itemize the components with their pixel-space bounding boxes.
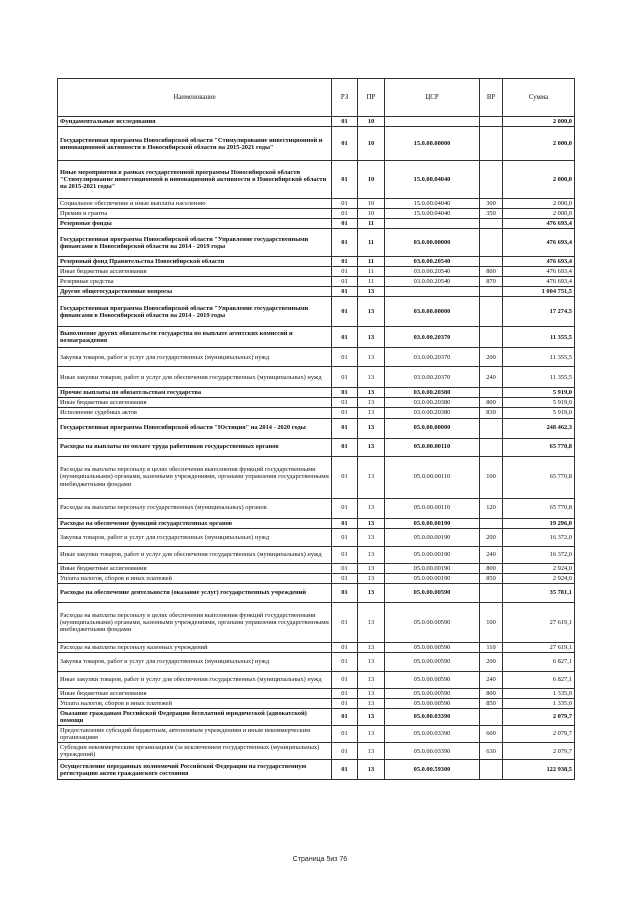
cell-csr: 05.0.00.00110 [385, 498, 480, 518]
cell-rz: 01 [332, 498, 358, 518]
cell-rz: 01 [332, 652, 358, 671]
cell-pr: 13 [358, 652, 385, 671]
cell-vr [480, 518, 503, 528]
cell-sum: 27 619,1 [503, 602, 575, 642]
cell-rz: 01 [332, 199, 358, 209]
cell-rz: 01 [332, 348, 358, 367]
cell-csr: 05.0.00.00590 [385, 698, 480, 708]
cell-vr [480, 297, 503, 327]
table-row [58, 297, 575, 327]
cell-vr: 800 [480, 398, 503, 408]
table-row [58, 498, 575, 518]
cell-name: Иные бюджетные ассигнования [58, 688, 332, 698]
cell-sum: 16 372,0 [503, 546, 575, 563]
cell-csr: 05.0.00.00190 [385, 563, 480, 573]
cell-rz: 01 [332, 388, 358, 398]
cell-pr: 13 [358, 398, 385, 408]
cell-name: Расходы на обеспечение функций государственных органов [58, 518, 332, 528]
cell-pr: 13 [358, 518, 385, 528]
cell-rz: 01 [332, 583, 358, 602]
cell-pr: 10 [358, 209, 385, 219]
table-row [58, 257, 575, 267]
cell-vr [480, 257, 503, 267]
table-row [58, 161, 575, 199]
cell-sum: 11 355,5 [503, 348, 575, 367]
cell-pr: 13 [358, 708, 385, 725]
cell-rz: 01 [332, 408, 358, 418]
header-name: Наименование [58, 79, 332, 117]
cell-pr: 13 [358, 348, 385, 367]
cell-vr: 800 [480, 688, 503, 698]
cell-pr: 13 [358, 528, 385, 546]
cell-pr: 13 [358, 563, 385, 573]
cell-sum: 2 000,0 [503, 161, 575, 199]
cell-rz: 01 [332, 117, 358, 127]
cell-csr: 03.0.00.20380 [385, 398, 480, 408]
cell-sum: 6 827,1 [503, 671, 575, 688]
cell-name: Закупка товаров, работ и услуг для государственных (муниципальных) нужд [58, 528, 332, 546]
cell-sum: 2 000,0 [503, 117, 575, 127]
cell-name: Иные бюджетные ассигнования [58, 563, 332, 573]
cell-vr [480, 161, 503, 199]
cell-pr: 13 [358, 642, 385, 652]
cell-name: Выполнение других обязательств государства по выплате агентских комиссий и вознаграждения [58, 327, 332, 348]
cell-pr: 13 [358, 498, 385, 518]
cell-name: Премии и гранты [58, 209, 332, 219]
table-row [58, 708, 575, 725]
cell-rz: 01 [332, 573, 358, 583]
cell-rz: 01 [332, 671, 358, 688]
cell-vr: 120 [480, 498, 503, 518]
cell-name: Расходы на выплаты персоналу государственных (муниципальных) органов [58, 498, 332, 518]
table-row [58, 725, 575, 742]
cell-name: Расходы на обеспечение деятельности (оказание услуг) государственных учреждений [58, 583, 332, 602]
table-row [58, 583, 575, 602]
cell-vr: 200 [480, 528, 503, 546]
cell-vr: 800 [480, 267, 503, 277]
cell-csr [385, 287, 480, 297]
table-row [58, 602, 575, 642]
cell-rz: 01 [332, 438, 358, 456]
cell-vr [480, 760, 503, 780]
cell-sum: 2 000,0 [503, 199, 575, 209]
cell-pr: 10 [358, 127, 385, 161]
cell-pr: 11 [358, 277, 385, 287]
cell-sum: 27 619,1 [503, 642, 575, 652]
header-vr: ВР [480, 79, 503, 117]
cell-rz: 01 [332, 161, 358, 199]
table-row [58, 642, 575, 652]
cell-pr: 13 [358, 688, 385, 698]
cell-sum: 476 693,4 [503, 229, 575, 257]
cell-csr: 05.0.00.00110 [385, 438, 480, 456]
cell-csr: 03.0.00.00000 [385, 297, 480, 327]
cell-sum: 6 827,1 [503, 652, 575, 671]
cell-name: Расходы на выплаты по оплате труда работников государственных органов [58, 438, 332, 456]
cell-rz: 01 [332, 698, 358, 708]
cell-csr: 05.0.00.00190 [385, 528, 480, 546]
cell-csr: 03.0.00.00000 [385, 229, 480, 257]
cell-pr: 13 [358, 408, 385, 418]
cell-rz: 01 [332, 398, 358, 408]
cell-csr: 15.0.00.00000 [385, 127, 480, 161]
cell-name: Фундаментальные исследования [58, 117, 332, 127]
cell-csr: 03.0.00.20540 [385, 257, 480, 267]
cell-sum: 2 079,7 [503, 725, 575, 742]
cell-csr: 03.0.00.20540 [385, 267, 480, 277]
cell-sum: 1 335,0 [503, 698, 575, 708]
page-number: Страница 5из 76 [292, 856, 348, 863]
cell-vr [480, 219, 503, 229]
cell-csr [385, 219, 480, 229]
cell-csr: 03.0.00.20370 [385, 327, 480, 348]
cell-name: Иные закупки товаров, работ и услуг для обеспечения государственных (муниципальных) нужд [58, 367, 332, 388]
cell-vr [480, 418, 503, 438]
cell-sum: 2 000,0 [503, 127, 575, 161]
cell-pr: 10 [358, 117, 385, 127]
cell-sum: 5 919,0 [503, 408, 575, 418]
cell-name: Прочие выплаты по обязательствам государства [58, 388, 332, 398]
table-row [58, 277, 575, 287]
cell-csr: 03.0.00.20370 [385, 367, 480, 388]
cell-vr: 630 [480, 742, 503, 759]
cell-rz: 01 [332, 219, 358, 229]
table-row [58, 117, 575, 127]
cell-rz: 01 [332, 563, 358, 573]
cell-vr [480, 117, 503, 127]
cell-vr: 240 [480, 546, 503, 563]
header-sum: Сумма [503, 79, 575, 117]
cell-csr: 05.0.00.00590 [385, 688, 480, 698]
cell-name: Расходы на выплаты персоналу казенных учреждений [58, 642, 332, 652]
cell-pr: 13 [358, 698, 385, 708]
cell-pr: 13 [358, 456, 385, 498]
cell-csr: 05.0.00.00110 [385, 456, 480, 498]
cell-vr [480, 708, 503, 725]
cell-name: Уплата налогов, сборов и иных платежей [58, 573, 332, 583]
cell-csr: 15.0.00.04040 [385, 199, 480, 209]
cell-sum: 1 004 751,5 [503, 287, 575, 297]
cell-vr: 800 [480, 563, 503, 573]
cell-name: Государственная программа Новосибирской области "Управление государственными финансами в Новосибирской области на 2014 - 2019 годы [58, 297, 332, 327]
cell-rz: 01 [332, 229, 358, 257]
cell-sum: 476 693,4 [503, 277, 575, 287]
table-row [58, 546, 575, 563]
cell-pr: 13 [358, 388, 385, 398]
cell-rz: 01 [332, 642, 358, 652]
cell-pr: 11 [358, 229, 385, 257]
cell-pr: 13 [358, 287, 385, 297]
table-row [58, 327, 575, 348]
cell-name: Государственная программа Новосибирской области "Стимулирование инвестиционной и инновационной активности в Новосибирской области на 2015-2021 годы" [58, 127, 332, 161]
table-row [58, 563, 575, 573]
cell-vr [480, 388, 503, 398]
cell-sum: 16 372,0 [503, 528, 575, 546]
cell-pr: 11 [358, 267, 385, 277]
cell-name: Резервный фонд Правительства Новосибирской области [58, 257, 332, 267]
cell-rz: 01 [332, 277, 358, 287]
cell-pr: 13 [358, 742, 385, 759]
cell-pr: 13 [358, 760, 385, 780]
cell-name: Иные бюджетные ассигнования [58, 267, 332, 277]
cell-rz: 01 [332, 528, 358, 546]
table-row [58, 652, 575, 671]
table-row [58, 671, 575, 688]
cell-name: Иные закупки товаров, работ и услуг для обеспечения государственных (муниципальных) нужд [58, 671, 332, 688]
cell-sum: 248 462,3 [503, 418, 575, 438]
cell-name: Субсидии некоммерческим организациям (за исключением государственных (муниципальных) учреждений) [58, 742, 332, 759]
cell-csr: 15.0.00.04040 [385, 209, 480, 219]
cell-sum: 476 693,4 [503, 267, 575, 277]
cell-vr [480, 229, 503, 257]
cell-vr: 870 [480, 277, 503, 287]
cell-rz: 01 [332, 257, 358, 267]
table-row [58, 388, 575, 398]
cell-name: Закупка товаров, работ и услуг для государственных (муниципальных) нужд [58, 348, 332, 367]
table-row [58, 287, 575, 297]
cell-vr: 240 [480, 367, 503, 388]
table-row [58, 438, 575, 456]
header-pr: ПР [358, 79, 385, 117]
cell-name: Иные мероприятия в рамках государственной программы Новосибирской области "Стимулирование инвестиционной и инновационной активности в Новосибирской области на 2015-2021 годы" [58, 161, 332, 199]
table-row [58, 199, 575, 209]
cell-pr: 13 [358, 438, 385, 456]
cell-csr: 05.0.00.03390 [385, 742, 480, 759]
cell-csr: 03.0.00.20380 [385, 408, 480, 418]
cell-rz: 01 [332, 742, 358, 759]
cell-vr: 350 [480, 209, 503, 219]
cell-vr: 200 [480, 348, 503, 367]
cell-rz: 01 [332, 267, 358, 277]
cell-name: Иные закупки товаров, работ и услуг для обеспечения государственных (муниципальных) нужд [58, 546, 332, 563]
table-body [58, 117, 575, 780]
cell-pr: 10 [358, 161, 385, 199]
cell-rz: 01 [332, 725, 358, 742]
cell-csr: 03.0.00.20370 [385, 348, 480, 367]
cell-sum: 476 693,4 [503, 257, 575, 267]
cell-sum: 5 919,0 [503, 388, 575, 398]
cell-rz: 01 [332, 518, 358, 528]
cell-name: Резервные средства [58, 277, 332, 287]
cell-sum: 65 770,8 [503, 498, 575, 518]
cell-pr: 13 [358, 583, 385, 602]
cell-sum: 122 938,5 [503, 760, 575, 780]
cell-vr [480, 327, 503, 348]
cell-csr: 05.0.00.59300 [385, 760, 480, 780]
table-row [58, 398, 575, 408]
cell-pr: 13 [358, 297, 385, 327]
cell-name: Оказание гражданам Российской Федерации бесплатной юридической (адвокатской) помощи [58, 708, 332, 725]
cell-rz: 01 [332, 418, 358, 438]
cell-csr: 05.0.00.03390 [385, 725, 480, 742]
cell-vr [480, 438, 503, 456]
cell-sum: 476 693,4 [503, 219, 575, 229]
budget-table [57, 78, 575, 780]
table-row [58, 267, 575, 277]
table-row [58, 688, 575, 698]
cell-sum: 2 924,0 [503, 563, 575, 573]
cell-rz: 01 [332, 708, 358, 725]
header-rz: РЗ [332, 79, 358, 117]
cell-sum: 11 355,5 [503, 367, 575, 388]
cell-csr: 05.0.00.03390 [385, 708, 480, 725]
cell-csr [385, 117, 480, 127]
cell-name: Государственная программа Новосибирской области "Юстиция" на 2014 - 2020 годы [58, 418, 332, 438]
cell-rz: 01 [332, 760, 358, 780]
cell-rz: 01 [332, 327, 358, 348]
cell-csr: 05.0.00.00590 [385, 642, 480, 652]
cell-vr: 100 [480, 456, 503, 498]
cell-sum: 2 000,0 [503, 209, 575, 219]
cell-name: Другие общегосударственные вопросы [58, 287, 332, 297]
cell-name: Иные бюджетные ассигнования [58, 398, 332, 408]
cell-name: Расходы на выплаты персоналу в целях обеспечения выполнения функций государственными (муниципальными) органами, казенными учреждениями, органами управления государственными внебюджетными фондами [58, 602, 332, 642]
cell-vr [480, 127, 503, 161]
cell-csr: 05.0.00.00590 [385, 652, 480, 671]
cell-rz: 01 [332, 602, 358, 642]
cell-rz: 01 [332, 297, 358, 327]
table-row [58, 127, 575, 161]
cell-vr: 850 [480, 698, 503, 708]
cell-csr: 05.0.00.00590 [385, 602, 480, 642]
cell-sum: 2 924,0 [503, 573, 575, 583]
cell-csr: 05.0.00.00590 [385, 583, 480, 602]
cell-vr: 200 [480, 652, 503, 671]
cell-rz: 01 [332, 127, 358, 161]
table-row [58, 528, 575, 546]
table-row [58, 367, 575, 388]
cell-pr: 13 [358, 327, 385, 348]
table-row [58, 348, 575, 367]
cell-sum: 2 079,7 [503, 742, 575, 759]
cell-sum: 35 781,1 [503, 583, 575, 602]
cell-sum: 17 274,5 [503, 297, 575, 327]
cell-vr: 100 [480, 602, 503, 642]
cell-pr: 13 [358, 546, 385, 563]
cell-vr: 110 [480, 642, 503, 652]
cell-vr: 600 [480, 725, 503, 742]
cell-csr: 05.0.00.00190 [385, 573, 480, 583]
table-header [58, 79, 575, 117]
cell-sum: 65 770,8 [503, 438, 575, 456]
cell-rz: 01 [332, 287, 358, 297]
cell-pr: 13 [358, 602, 385, 642]
table-row [58, 209, 575, 219]
header-csr: ЦСР [385, 79, 480, 117]
cell-sum: 65 770,8 [503, 456, 575, 498]
cell-pr: 13 [358, 418, 385, 438]
cell-name: Уплата налогов, сборов и иных платежей [58, 698, 332, 708]
cell-vr [480, 583, 503, 602]
cell-pr: 11 [358, 219, 385, 229]
cell-pr: 13 [358, 725, 385, 742]
cell-name: Государственная программа Новосибирской области "Управление государственными финансами в Новосибирской области на 2014 - 2019 годы [58, 229, 332, 257]
table-row [58, 518, 575, 528]
cell-rz: 01 [332, 367, 358, 388]
table-row [58, 418, 575, 438]
cell-rz: 01 [332, 688, 358, 698]
cell-name: Исполнение судебных актов [58, 408, 332, 418]
cell-pr: 10 [358, 199, 385, 209]
cell-sum: 19 296,0 [503, 518, 575, 528]
cell-name: Расходы на выплаты персоналу в целях обеспечения выполнения функций государственными (муниципальными) органами, казенными учреждениями, органами управления государственными внебюджетными фондами [58, 456, 332, 498]
table-row [58, 408, 575, 418]
cell-pr: 13 [358, 671, 385, 688]
table-row [58, 456, 575, 498]
table-row [58, 698, 575, 708]
cell-csr: 15.0.00.04040 [385, 161, 480, 199]
cell-vr: 830 [480, 408, 503, 418]
cell-sum: 5 919,0 [503, 398, 575, 408]
cell-csr: 05.0.00.00000 [385, 418, 480, 438]
cell-sum: 1 335,0 [503, 688, 575, 698]
cell-pr: 13 [358, 573, 385, 583]
table-row [58, 229, 575, 257]
cell-pr: 11 [358, 257, 385, 267]
cell-rz: 01 [332, 546, 358, 563]
cell-vr [480, 287, 503, 297]
cell-csr: 05.0.00.00190 [385, 518, 480, 528]
cell-rz: 01 [332, 456, 358, 498]
cell-csr: 03.0.00.20540 [385, 277, 480, 287]
cell-name: Предоставление субсидий бюджетным, автономным учреждениям и иным некоммерческим организациям [58, 725, 332, 742]
cell-name: Резервные фонды [58, 219, 332, 229]
table-row [58, 219, 575, 229]
cell-name: Социальное обеспечение и иные выплаты населению [58, 199, 332, 209]
cell-pr: 13 [358, 367, 385, 388]
cell-name: Осуществление переданных полномочий Российской Федерации на государственную регистрацию актов гражданского состояния [58, 760, 332, 780]
cell-vr: 850 [480, 573, 503, 583]
cell-vr: 300 [480, 199, 503, 209]
table-row [58, 760, 575, 780]
cell-name: Закупка товаров, работ и услуг для государственных (муниципальных) нужд [58, 652, 332, 671]
table-row [58, 742, 575, 759]
cell-sum: 2 079,7 [503, 708, 575, 725]
cell-csr: 05.0.00.00190 [385, 546, 480, 563]
cell-rz: 01 [332, 209, 358, 219]
cell-vr: 240 [480, 671, 503, 688]
cell-sum: 11 355,5 [503, 327, 575, 348]
cell-csr: 03.0.00.20380 [385, 388, 480, 398]
table-row [58, 573, 575, 583]
cell-csr: 05.0.00.00590 [385, 671, 480, 688]
